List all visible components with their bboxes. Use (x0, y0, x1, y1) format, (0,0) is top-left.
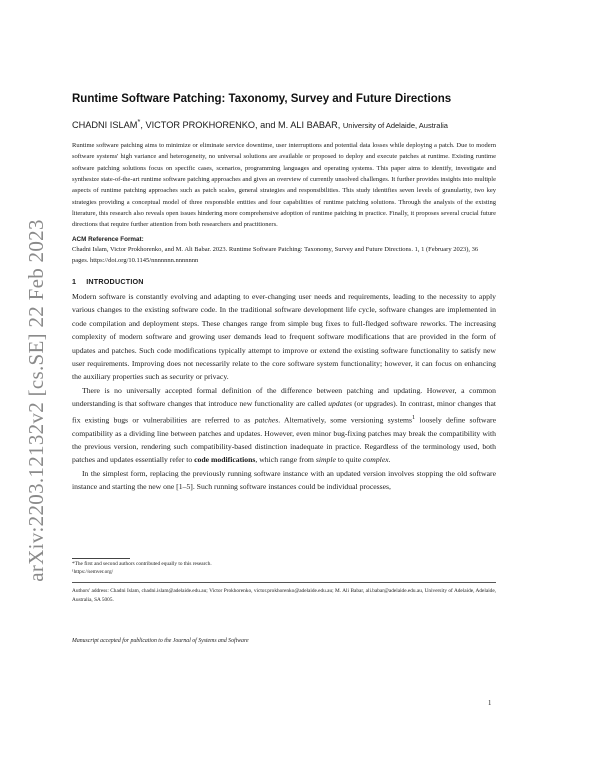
intro-paragraph-2 (72, 384, 496, 467)
footnote-ref-1: 1 (411, 413, 416, 421)
p2-text-d: loosely define software compatibility as a dividing line between patches and updates. However, even minor bug-fixing patches may break the compatibility with the previous version, rendering such compatibility-based distinction inadequate in practice. Regardless of the terminology used, both patches and updates essentially refer to (72, 415, 496, 465)
manuscript-note: Manuscript accepted for publication to the Journal of Systems and Software (72, 638, 249, 644)
p2-text-g: . (388, 455, 391, 465)
section-number: 1 (72, 277, 77, 287)
author-line (72, 117, 496, 130)
author-footnote-mark: * (137, 117, 141, 126)
p2-strong-code-modifications: code modifications (194, 455, 256, 465)
section-heading-introduction (72, 277, 496, 286)
p2-em-patches: patches (254, 415, 279, 425)
p2-text-f: to quite (335, 455, 364, 465)
footnote-semver-link: ¹https://semver.org/ (72, 568, 114, 575)
abstract: Runtime software patching aims to minimize or eliminate service downtime, user interruptions and potential data losses while deploying a patch. Due to modern software systems' high variance and heterogeneity, no universal solutions are available or proposed to deploy and execute patches at runtime. Existing runtime software patching solutions focus on specific cases, scenarios, programming languages and operating systems. This paper aims to identify, investigate and synthesize state-of-the-art runtime software patching approaches and gives an overview of currently unsolved challenges. It further provides insights into multiple aspects of runtime patching approaches such as patch scales, general strategies and responsibilities. This study identifies seven levels of granularity, two key strategies providing a conceptual model of three responsible entities and four capabilities of runtime patching solutions. Through the analysis of the existing literature, this research also reveals open issues hindering more comprehensive adoption of runtime patching in practice. Finally, it proposes several crucial future directions that require further attention from both researchers and practitioners. (72, 142, 496, 229)
p2-text-e: , which range from (255, 455, 316, 465)
author-first: CHADNI ISLAM (72, 120, 138, 131)
section-title: INTRODUCTION (86, 277, 144, 287)
authors-address: Authors' address: Chadni Islam, chadni.islam@adelaide.edu.au; Victor Prokhorenko, victor.prokhorenko@adelaide.edu.au; M. Ali Babar, ali.babar@adelaide.edu.au, University of Adelaide, Adelaide, Australia, SA 5005. (72, 588, 496, 604)
address-rule (72, 582, 496, 583)
paper-body (72, 93, 496, 494)
footnote-equal-contribution: *The first and second authors contributed equally to this research. (72, 561, 212, 567)
page-number: 1 (488, 700, 492, 707)
p2-text-c: . Alternatively, some versioning systems (278, 415, 412, 425)
author-affiliation: University of Adelaide, Australia (342, 121, 448, 131)
p2-em-updates: updates (328, 399, 353, 409)
paper-title: Runtime Software Patching: Taxonomy, Survey and Future Directions (72, 93, 452, 105)
arxiv-stamp (16, 140, 56, 660)
acm-reference-heading: ACM Reference Format: (72, 236, 144, 244)
p2-em-simple: simple (315, 455, 336, 465)
footnotes-block (72, 558, 496, 605)
footnote-rule (72, 558, 130, 559)
intro-paragraph-1: Modern software is constantly evolving and adapting to ever-changing user needs and requirements, leading to the necessity to apply various changes to the existing software code. In the traditional software development life cycle, software changes are implemented in code compilation and deployment steps. These changes range from simple bug fixes to full-fledged software reworks. The increasing complexity of modern software and growing user demands lead to frequent software modifications that are provided in the form of updates and patches. Such code modifications typically attempt to improve or extend the existing software functionality to satisfy new user requirements. Improving does not necessarily relate to the core software system functionality; however, it can focus on enhancing the auxiliary properties such as security or privacy. (72, 292, 496, 382)
p2-text-a: There is no universally accepted formal definition of the difference between patching and updating. However, a common understanding is that software changes that introduce new functionality are called (72, 385, 496, 409)
p2-text-b: (or upgrades). In contrast, minor changes that fix existing bugs or vulnerabilities are referred to as (72, 399, 496, 425)
p2-em-complex: complex (363, 455, 389, 465)
author-rest: , VICTOR PROKHORENKO, and M. ALI BABAR, (140, 120, 341, 131)
acm-reference-text: Chadni Islam, Victor Prokhorenko, and M. Ali Babar. 2023. Runtime Software Patching: Taxonomy, Survey and Future Directions. 1, 1 (February 2023), 36 pages. https://doi.org/10.1145/nnnnnnn.nnnnnnn (72, 246, 479, 265)
arxiv-id-text: arXiv:2203.12132v2 [cs.SE] 22 Feb 2023 (23, 218, 48, 582)
intro-paragraph-3: In the simplest form, replacing the previously running software instance with an updated version involves stopping the old software instance and starting the new one [1–5]. Such running software instances could be individual processes, (72, 468, 496, 492)
